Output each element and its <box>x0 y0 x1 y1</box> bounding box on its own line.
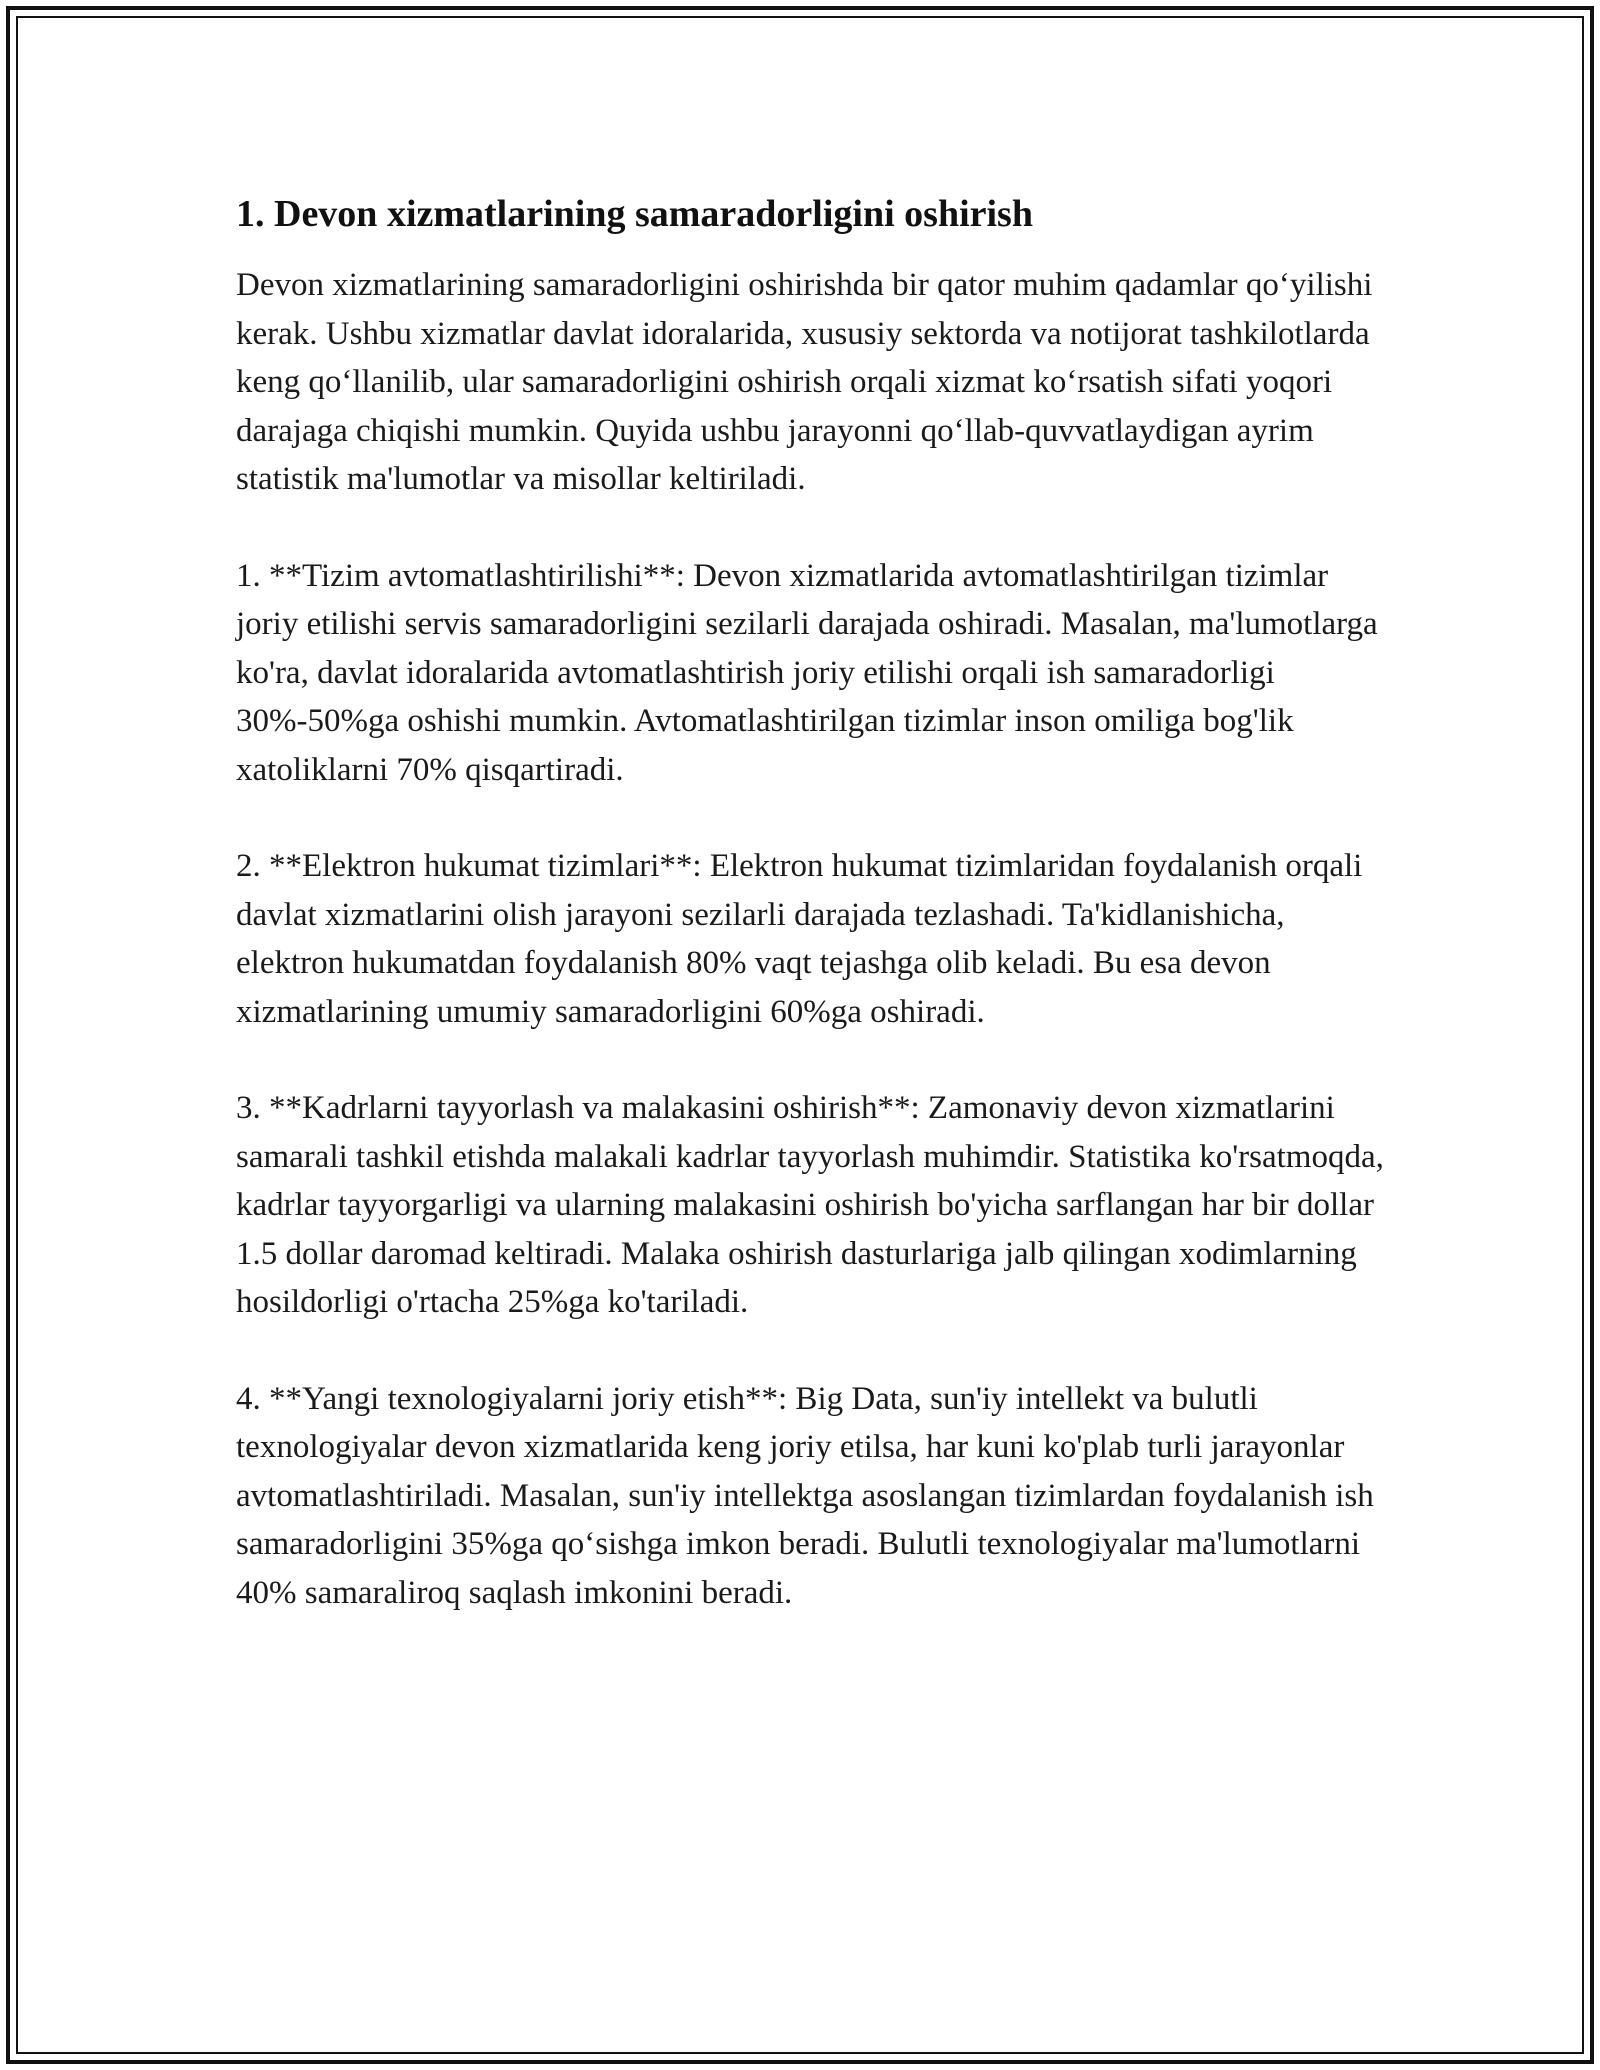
section-heading: 1. Devon xizmatlarining samaradorligini oshirish <box>236 193 1033 235</box>
point-1-automation: 1. **Tizim avtomatlashtirilishi**: Devon xizmatlarida avtomatlashtirilgan tizimlar joriy etilishi servis samaradorligini sezilarli darajada oshiradi. Masalan, ma'lumotlarga ko'ra, davlat idoralarida avtomatlashtirish joriy etilishi orqali ish samaradorligi 30%-50%ga oshishi mumkin. Avtomatlashtirilgan tizimlar inson omiliga bog'lik xatoliklarni 70% qisqartiradi. <box>236 557 1378 788</box>
point-4-new-technologies: 4. **Yangi texnologiyalarni joriy etish**: Big Data, sun'iy intellekt va bulutli texnologiyalar devon xizmatlarida keng joriy etilsa, har kuni ko'plab turli jarayonlar avtomatlashtiriladi. Masalan, sun'iy intellektga asoslangan tizimlardan foydalanish ish samaradorligini 35%ga qo‘sishga imkon beradi. Bulutli texnologiyalar ma'lumotlarni 40% samaraliroq saqlash imkonini beradi. <box>236 1380 1374 1611</box>
intro-paragraph: Devon xizmatlarining samaradorligini oshirishda bir qator muhim qadamlar qo‘yilishi kerak. Ushbu xizmatlar davlat idoralarida, xususiy sektorda va notijorat tashkilotlarda keng qo‘llanilib, ular samaradorligini oshirish orqali xizmat ko‘rsatish sifati yoqori darajaga chiqishi mumkin. Quyida ushbu jarayonni qo‘llab-quvvatlaydigan ayrim statistik ma'lumotlar va misollar keltiriladi. <box>236 267 1373 497</box>
point-3-staff-training: 3. **Kadrlarni tayyorlash va malakasini oshirish**: Zamonaviy devon xizmatlarini samarali tashkil etishda malakali kadrlar tayyorlash muhimdir. Statistika ko'rsatmoqda, kadrlar tayyorgarligi va ularning malakasini oshirish bo'yicha sarflangan har bir dollar 1.5 dollar daromad keltiradi. Malaka oshirish dasturlariga jalb qilingan xodimlarning hosildorligi o'rtacha 25%ga ko'tariladi. <box>236 1090 1384 1320</box>
point-2-e-government: 2. **Elektron hukumat tizimlari**: Elektron hukumat tizimlaridan foydalanish orqali davlat xizmatlarini olish jarayoni sezilarli darajada tezlashadi. Ta'kidlanishicha, elektron hukumatdan foydalanish 80% vaqt tejashga olib keladi. Bu esa devon xizmatlarining umumiy samaradorligini 60%ga oshiradi. <box>236 848 1363 1030</box>
document-body <box>236 188 1386 1665</box>
